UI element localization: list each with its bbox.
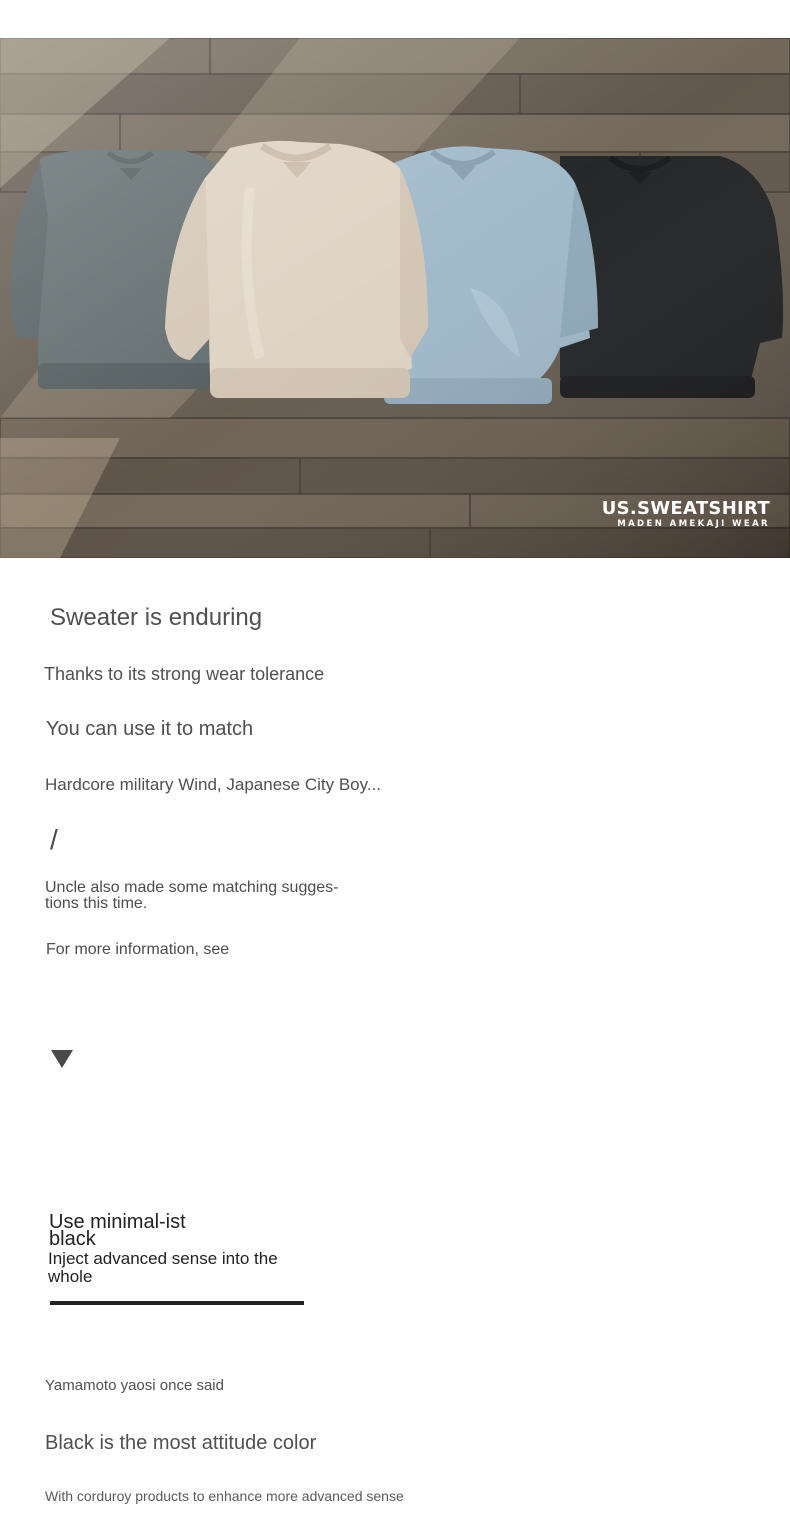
intro-line-4: Uncle also made some matching sugges-tions this time. [45, 879, 339, 912]
intro-line-1: Thanks to its strong wear tolerance [44, 664, 325, 684]
intro-line-2: You can use it to match [46, 718, 254, 740]
quote-attribution: Yamamoto yaosi once said [45, 1377, 224, 1394]
triangle-down-icon [51, 1050, 73, 1068]
section-black-title: Use minimal-ist black [49, 1211, 186, 1250]
section-black-subtitle: Inject advanced sense into the whole [48, 1249, 278, 1286]
intro-heading: Sweater is enduring [50, 604, 263, 631]
section-divider [50, 1301, 304, 1305]
slash-divider: / [50, 824, 58, 855]
hero-banner [0, 38, 790, 558]
brand-title: US.SWEATSHIRT [601, 498, 770, 519]
quote-note: With corduroy products to enhance more advanced sense [45, 1488, 404, 1504]
brand-subtitle: MADEN AMEKAJI WEAR [617, 519, 770, 529]
hero-photo [0, 38, 790, 558]
brand-watermark [602, 499, 770, 530]
quote-headline: Black is the most attitude color [45, 1432, 317, 1454]
intro-line-5: For more information, see [46, 941, 230, 958]
intro-line-3: Hardcore military Wind, Japanese City Boy... [45, 775, 382, 794]
